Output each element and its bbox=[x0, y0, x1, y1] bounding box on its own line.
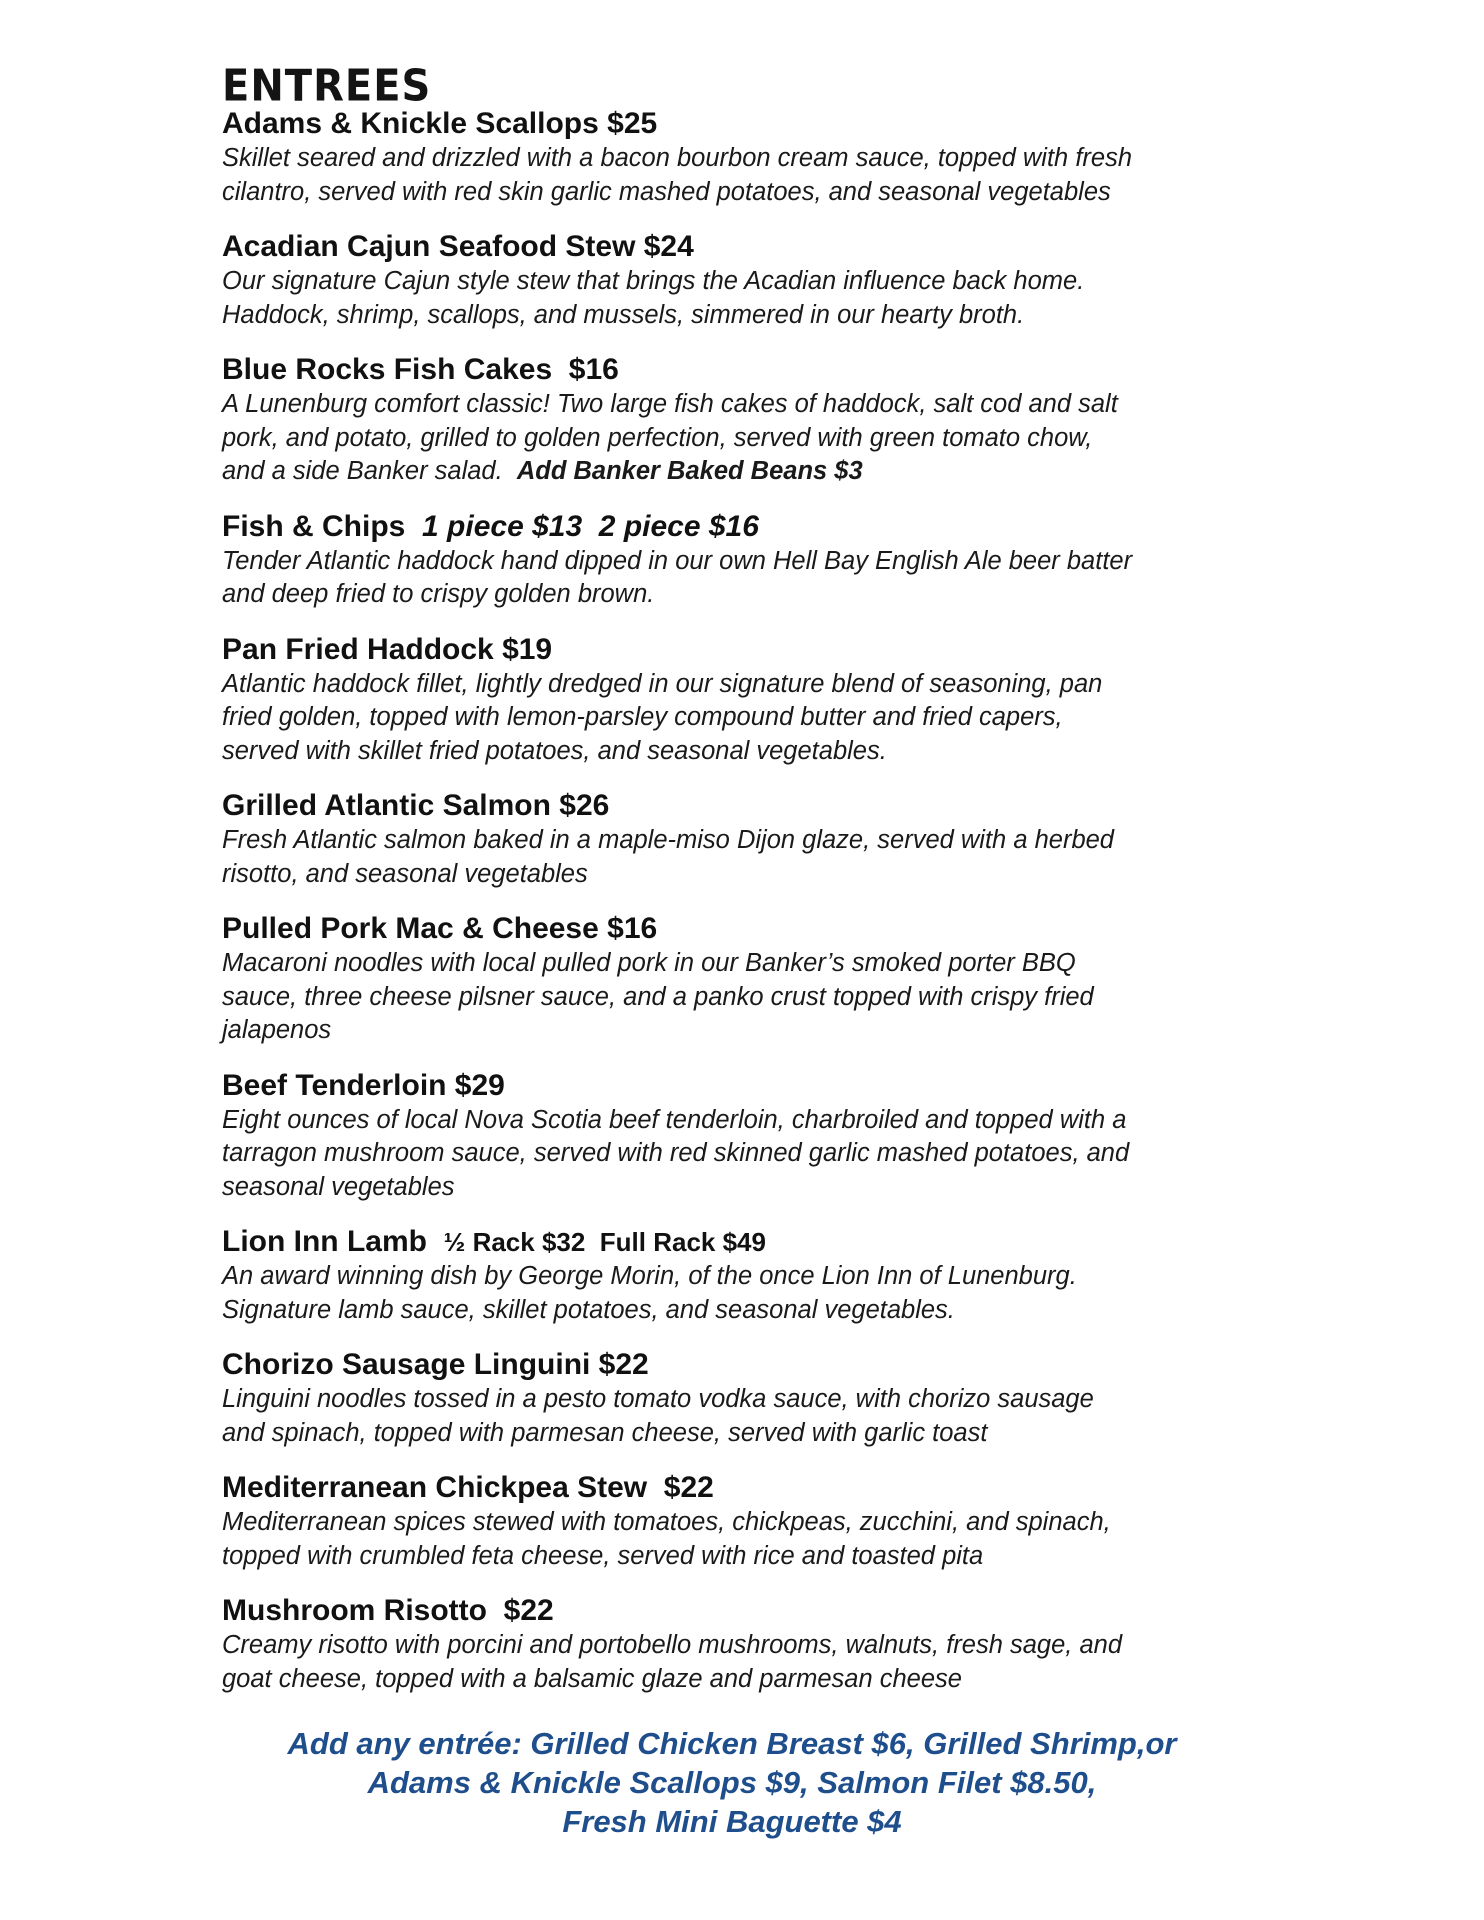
desc-line: tarragon mushroom sauce, served with red skinned garlic mashed potatoes, and bbox=[222, 1139, 1130, 1167]
desc-line: Haddock, shrimp, scallops, and mussels, simmered in our hearty broth. bbox=[222, 300, 1025, 329]
item-description bbox=[222, 265, 1302, 332]
item-name: Chorizo Sausage Linguini $22 bbox=[222, 1348, 649, 1381]
item-name: Adams & Knickle Scallops $25 bbox=[222, 107, 658, 140]
item-description bbox=[222, 668, 1302, 769]
menu-item bbox=[222, 911, 1302, 1048]
desc-line: and deep fried to crispy golden brown. bbox=[222, 580, 655, 608]
item-name: Beef Tenderloin $29 bbox=[222, 1068, 505, 1102]
item-description bbox=[222, 388, 1302, 489]
menu-item bbox=[222, 1224, 1302, 1327]
item-title bbox=[222, 632, 1302, 668]
desc-line: A Lunenburg comfort classic! Two large fish cakes of haddock, salt cod and salt bbox=[222, 390, 1118, 418]
desc-line: Atlantic haddock fillet, lightly dredged in our signature blend of seasoning, pan bbox=[222, 669, 1103, 698]
desc-line: Creamy risotto with porcini and portobello mushrooms, walnuts, fresh sage, and bbox=[222, 1631, 1123, 1659]
item-description bbox=[222, 947, 1302, 1048]
desc-line: jalapenos bbox=[222, 1016, 332, 1044]
desc-line: goat cheese, topped with a balsamic glaze and parmesan cheese bbox=[222, 1664, 962, 1693]
menu-item bbox=[222, 1470, 1302, 1573]
menu-page bbox=[222, 62, 1302, 1841]
item-title bbox=[222, 1068, 1302, 1104]
item-description bbox=[222, 1506, 1302, 1573]
menu-item bbox=[222, 1593, 1302, 1696]
addon-note bbox=[202, 1724, 1262, 1841]
addon-line: Fresh Mini Baguette $4 bbox=[562, 1804, 902, 1839]
item-title bbox=[222, 1470, 1302, 1506]
item-description bbox=[222, 1260, 1302, 1327]
menu-item bbox=[222, 106, 1302, 209]
item-name: Fish & Chips bbox=[222, 509, 423, 543]
menu-item bbox=[222, 229, 1302, 332]
item-name: Pulled Pork Mac & Cheese $16 bbox=[222, 912, 658, 945]
item-title bbox=[222, 1224, 1302, 1260]
desc-line: An award winning dish by George Morin, of the once Lion Inn of Lunenburg. bbox=[222, 1262, 1077, 1290]
item-name: Grilled Atlantic Salmon $26 bbox=[222, 789, 610, 822]
item-title bbox=[222, 229, 1302, 265]
addon-line: Add any entrée: Grilled Chicken Breast $6, Grilled Shrimp,or bbox=[287, 1726, 1177, 1761]
item-description bbox=[222, 545, 1302, 612]
item-title bbox=[222, 788, 1302, 824]
desc-line: sauce, three cheese pilsner sauce, and a panko crust topped with crispy fried bbox=[222, 982, 1094, 1011]
item-price: 1 piece $13 2 piece $16 bbox=[422, 509, 759, 543]
desc-line: Macaroni noodles with local pulled pork in our Banker’s smoked porter BBQ bbox=[222, 949, 1076, 977]
desc-line: served with skillet fried potatoes, and seasonal vegetables. bbox=[222, 736, 887, 765]
desc-line: risotto, and seasonal vegetables bbox=[222, 859, 588, 888]
desc-line: Mediterranean spices stewed with tomatoes, chickpeas, zucchini, and spinach, bbox=[222, 1508, 1111, 1536]
menu-item bbox=[222, 632, 1302, 769]
menu-item bbox=[222, 1068, 1302, 1205]
desc-line: Tender Atlantic haddock hand dipped in our own Hell Bay English Ale beer batter bbox=[222, 546, 1133, 575]
menu-item bbox=[222, 509, 1302, 612]
desc-line: pork, and potato, grilled to golden perfection, served with green tomato chow, bbox=[222, 423, 1093, 452]
desc-line: Fresh Atlantic salmon baked in a maple-miso Dijon glaze, served with a herbed bbox=[222, 826, 1114, 854]
desc-line: fried golden, topped with lemon-parsley compound butter and fried capers, bbox=[222, 703, 1063, 731]
desc-line: and a side Banker salad. bbox=[222, 457, 517, 485]
menu-item bbox=[222, 352, 1302, 489]
item-title bbox=[222, 509, 1302, 545]
menu-item bbox=[222, 1347, 1302, 1450]
desc-line: Skillet seared and drizzled with a bacon bourbon cream sauce, topped with fresh bbox=[222, 144, 1133, 172]
item-name: Mushroom Risotto $22 bbox=[222, 1594, 554, 1627]
desc-line: cilantro, served with red skin garlic mashed potatoes, and seasonal vegetables bbox=[222, 177, 1111, 206]
menu-items bbox=[222, 106, 1302, 1696]
section-title: ENTREES bbox=[222, 60, 432, 112]
item-name: Lion Inn Lamb bbox=[222, 1225, 444, 1258]
item-name: Blue Rocks Fish Cakes $16 bbox=[222, 353, 619, 386]
item-description bbox=[222, 824, 1302, 891]
addon-line: Adams & Knickle Scallops $9, Salmon Filet $8.50, bbox=[367, 1765, 1097, 1800]
item-description bbox=[222, 1383, 1302, 1450]
desc-line: Eight ounces of local Nova Scotia beef tenderloin, charbroiled and topped with a bbox=[222, 1105, 1127, 1134]
item-name: Acadian Cajun Seafood Stew $24 bbox=[222, 230, 694, 263]
item-price: ½ Rack $32 Full Rack $49 bbox=[443, 1227, 766, 1257]
item-title bbox=[222, 352, 1302, 388]
item-description bbox=[222, 1104, 1302, 1205]
item-name: Pan Fried Haddock $19 bbox=[222, 632, 553, 666]
desc-line: topped with crumbled feta cheese, served with rice and toasted pita bbox=[222, 1541, 984, 1570]
item-name: Mediterranean Chickpea Stew $22 bbox=[222, 1471, 714, 1504]
desc-line: seasonal vegetables bbox=[222, 1172, 455, 1201]
item-description bbox=[222, 1629, 1302, 1696]
item-title bbox=[222, 1347, 1302, 1383]
desc-bold-addon: Add Banker Baked Beans $3 bbox=[516, 457, 863, 485]
desc-line: Linguini noodles tossed in a pesto tomato vodka sauce, with chorizo sausage bbox=[222, 1385, 1094, 1413]
desc-line: Signature lamb sauce, skillet potatoes, and seasonal vegetables. bbox=[222, 1295, 955, 1324]
menu-item bbox=[222, 788, 1302, 891]
item-title bbox=[222, 1593, 1302, 1629]
item-description bbox=[222, 142, 1302, 209]
desc-line: Our signature Cajun style stew that brings the Acadian influence back home. bbox=[222, 267, 1085, 295]
item-title bbox=[222, 911, 1302, 947]
desc-line: and spinach, topped with parmesan cheese, served with garlic toast bbox=[222, 1418, 988, 1447]
